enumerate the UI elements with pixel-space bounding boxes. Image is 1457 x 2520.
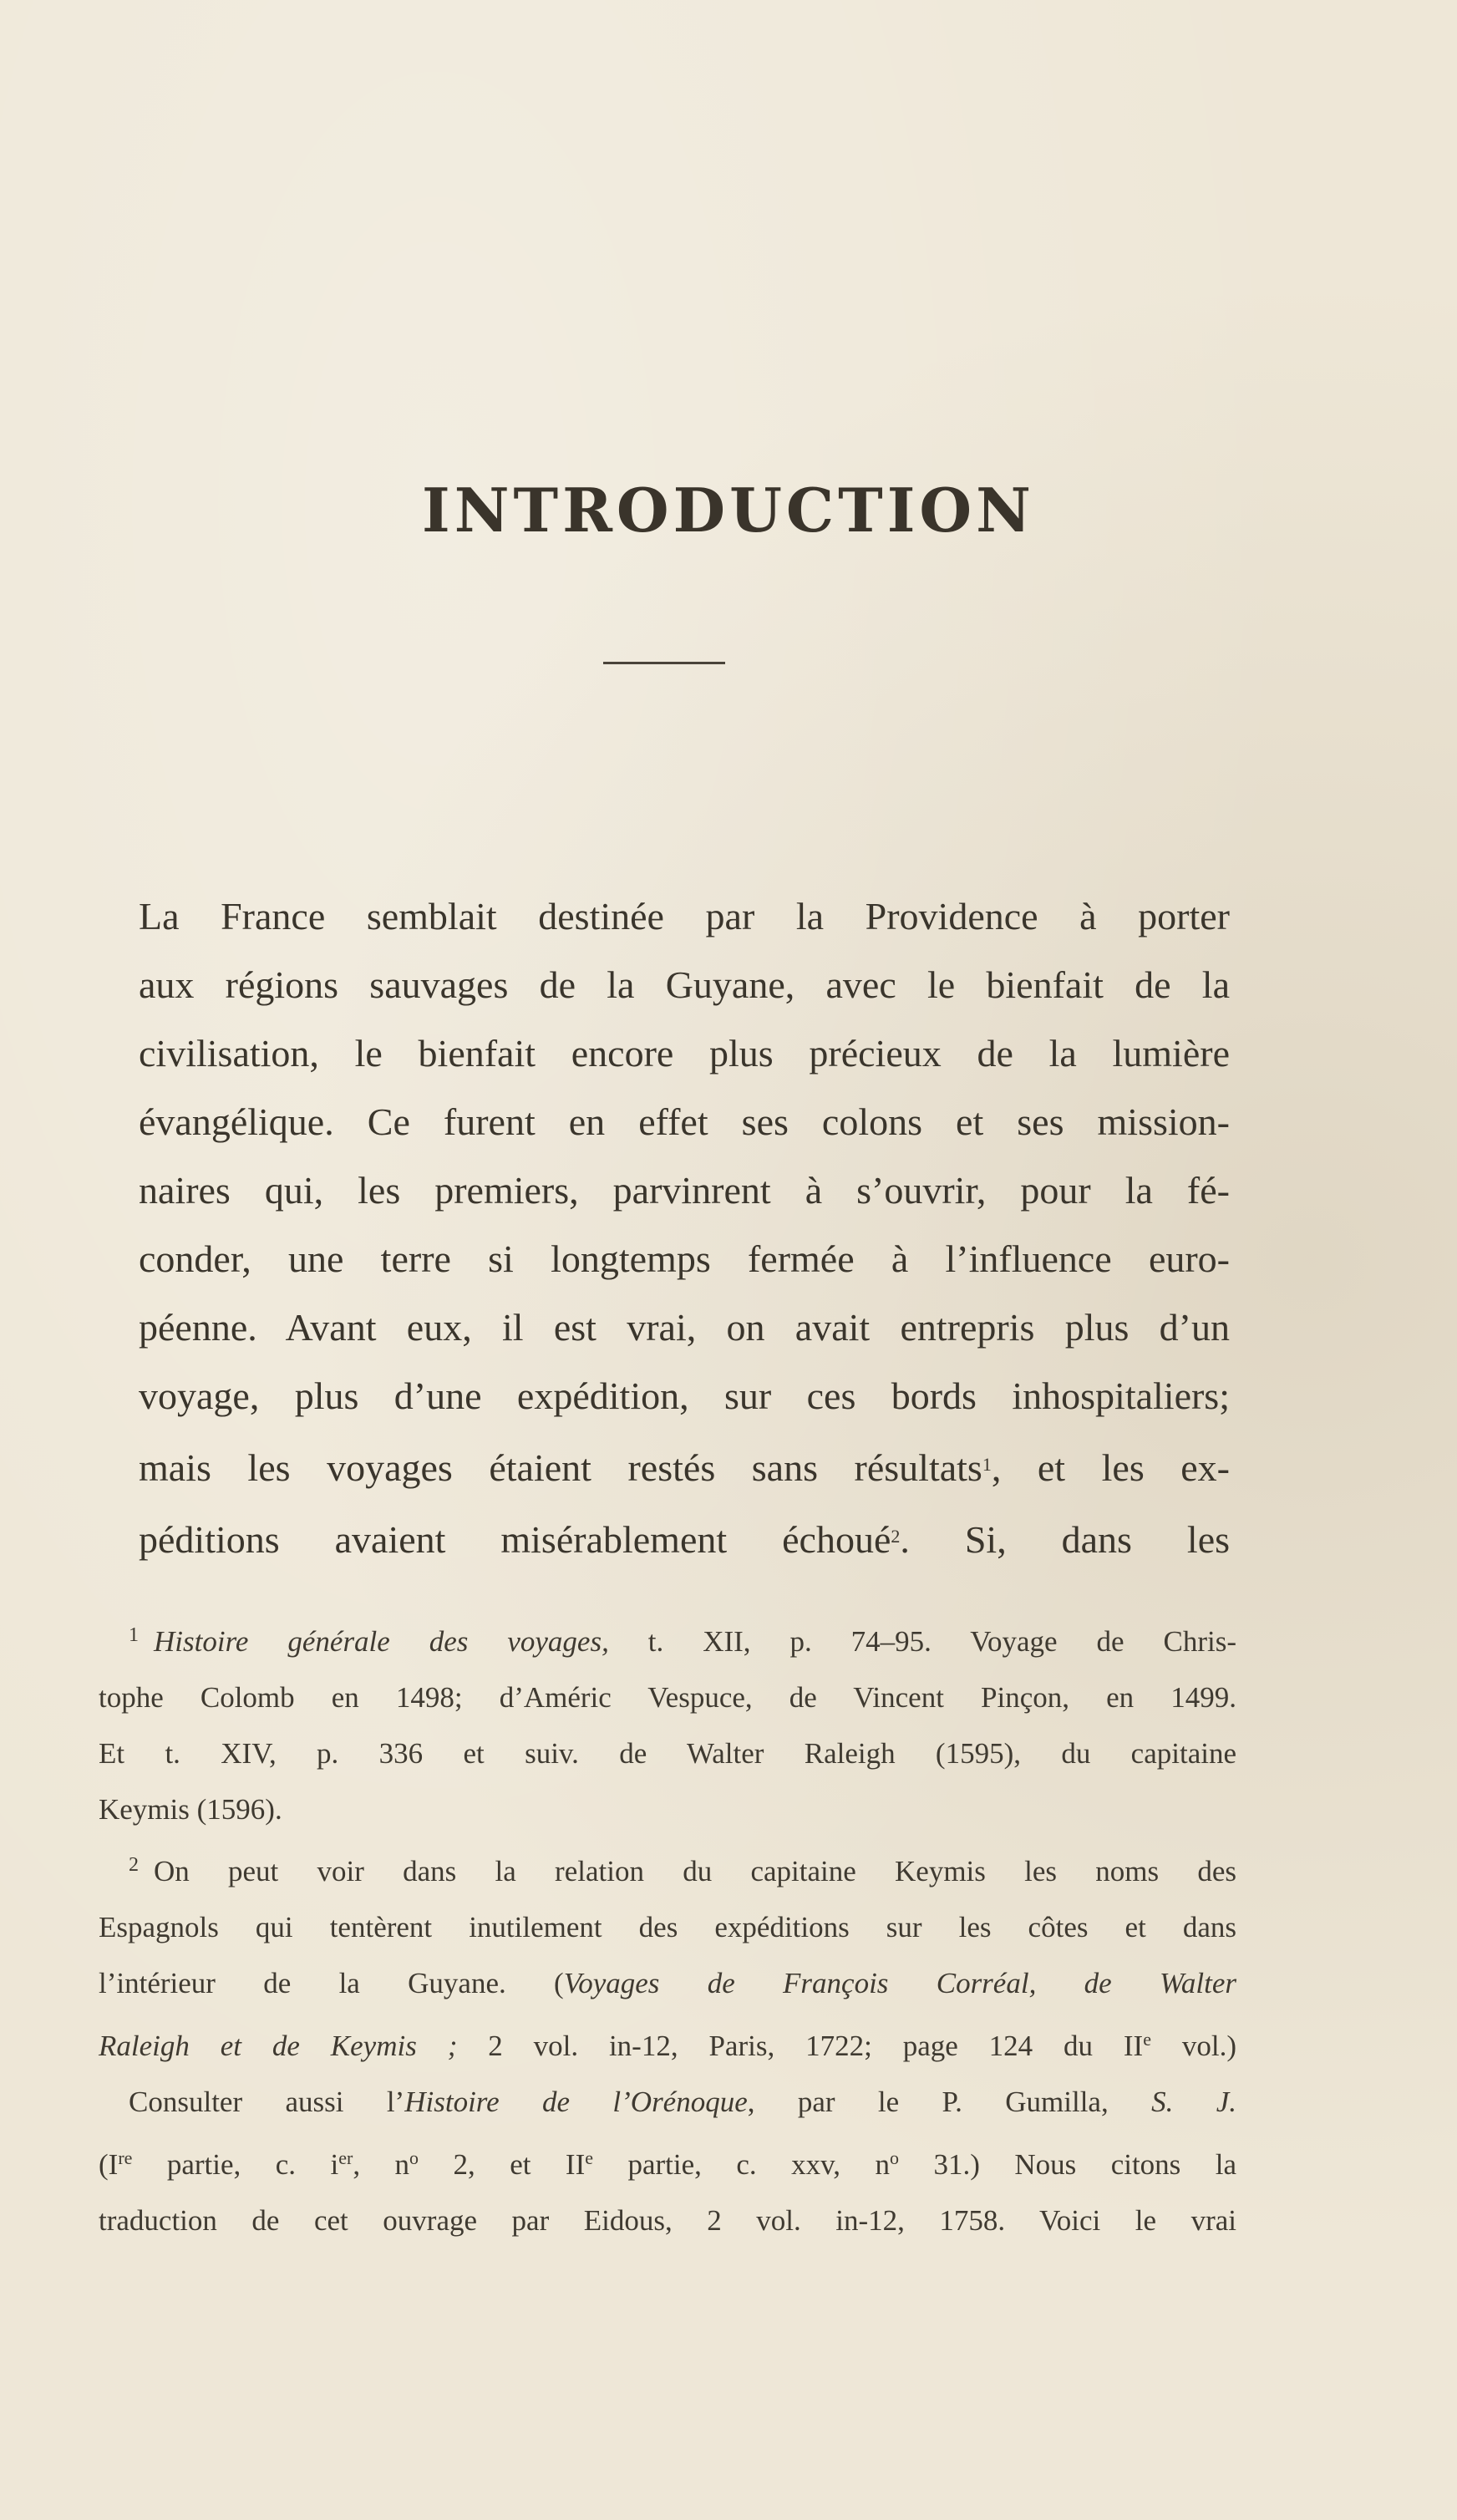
body-text-segment: péditions avaient misérablement échoué xyxy=(139,1518,891,1561)
footnote-2-line: traduction de cet ouvrage par Eidous, 2 vol. in-12, 1758. Voici le vrai xyxy=(99,2204,1236,2237)
footnote-1-line: tophe Colomb en 1498; d’Améric Vespuce, de Vincent Pinçon, en 1499. xyxy=(99,1681,1236,1714)
footnote-2-line xyxy=(99,2130,1236,2192)
footnote-text: partie, c. i xyxy=(132,2148,339,2181)
footnote-text: , n xyxy=(353,2148,410,2181)
footnote-2-line xyxy=(99,1955,1236,2011)
footnote-ref-2: 2 xyxy=(891,1526,901,1547)
footnote-italic: Raleigh et de Keymis ; xyxy=(99,2030,458,2062)
footnote-italic: Voyages de François Corréal, de Walter xyxy=(563,1967,1237,1999)
body-line xyxy=(139,1502,1230,1574)
superscript: er xyxy=(338,2147,353,2168)
footnote-1-line xyxy=(99,1608,1236,1669)
footnote-text: , par le P. Gumilla, xyxy=(747,2086,1152,2118)
footnote-text: 31.) Nous citons la xyxy=(899,2148,1237,2181)
body-line: voyage, plus d’une expédition, sur ces bords inhospitaliers; xyxy=(139,1374,1230,1417)
footnote-text: vol.) xyxy=(1150,2030,1236,2062)
footnote-text: 2, et II xyxy=(419,2148,586,2181)
footnote-2-line xyxy=(99,2074,1236,2130)
superscript: e xyxy=(585,2147,593,2168)
body-text-segment: , et les ex- xyxy=(991,1446,1230,1489)
footnote-2-line: Espagnols qui tentèrent inutilement des expéditions sur les côtes et dans xyxy=(99,1911,1236,1943)
body-line: aux régions sauvages de la Guyane, avec le bienfait de la xyxy=(139,963,1230,1006)
footnote-text: On peut voir dans la relation du capitaine Keymis les noms des xyxy=(154,1855,1236,1887)
superscript: o xyxy=(409,2147,419,2168)
body-line: conder, une terre si longtemps fermée à l’influence euro- xyxy=(139,1237,1230,1280)
superscript: re xyxy=(118,2147,133,2168)
footnote-mark-2: 2 xyxy=(129,1854,139,1876)
footnote-1-line: Keymis (1596). xyxy=(99,1793,282,1826)
body-paragraph xyxy=(139,882,1230,1574)
footnote-text: 2 vol. in-12, Paris, 1722; page 124 du II xyxy=(457,2030,1144,2062)
body-line xyxy=(139,1430,1230,1502)
footnote-italic: S. J. xyxy=(1151,2086,1236,2118)
page-title: INTRODUCTION xyxy=(422,475,1035,546)
body-line: naires qui, les premiers, parvinrent à s’ouvrir, pour la fé- xyxy=(139,1169,1230,1212)
footnote-1-line: Et t. XIV, p. 336 et suiv. de Walter Raleigh (1595), du capitaine xyxy=(99,1737,1236,1770)
footnote-text: partie, c. xxv, n xyxy=(593,2148,891,2181)
superscript: o xyxy=(890,2147,900,2168)
footnote-2-line xyxy=(99,1837,1236,1899)
body-text-segment: . Si, dans les xyxy=(900,1518,1231,1561)
footnote-italic-title: Histoire générale des voyages, xyxy=(154,1625,609,1658)
superscript: e xyxy=(1143,2029,1151,2050)
footnote-text: (I xyxy=(99,2148,119,2181)
footnote-text: l’intérieur de la Guyane. ( xyxy=(99,1967,564,1999)
footnote-mark-1: 1 xyxy=(129,1624,139,1646)
body-line: péenne. Avant eux, il est vrai, on avait entrepris plus d’un xyxy=(139,1306,1230,1349)
footnote-2-line xyxy=(99,2011,1236,2074)
footnote-text: t. XII, p. 74–95. Voyage de Chris- xyxy=(608,1625,1236,1658)
footnotes xyxy=(99,1608,1236,2248)
body-line: La France semblait destinée par la Providence à porter xyxy=(139,895,1230,937)
footnote-ref-1: 1 xyxy=(982,1454,992,1475)
footnote-text: Consulter aussi l’ xyxy=(129,2086,405,2118)
body-text-segment: mais les voyages étaient restés sans résultats xyxy=(139,1446,982,1489)
body-line: civilisation, le bienfait encore plus précieux de la lumière xyxy=(139,1032,1230,1075)
title-divider xyxy=(603,662,725,664)
footnote-italic: Histoire de l’Orénoque xyxy=(404,2086,748,2118)
body-line: évangélique. Ce furent en effet ses colons et ses mission- xyxy=(139,1100,1230,1143)
